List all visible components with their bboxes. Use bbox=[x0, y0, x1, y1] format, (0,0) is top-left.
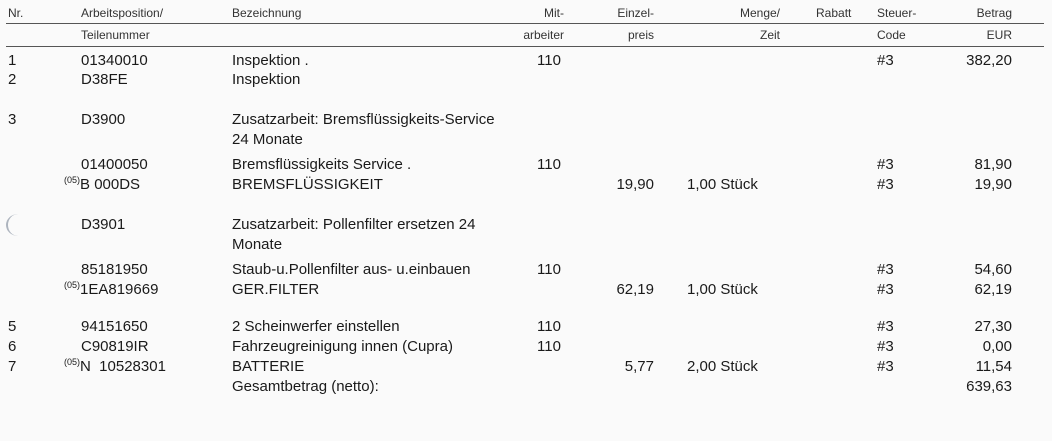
header-teilenummer: Teilenummer bbox=[81, 28, 150, 42]
table-row bbox=[0, 281, 1052, 299]
row-nr: 2 bbox=[8, 71, 17, 88]
row-bezeichnung: Staub-u.Pollenfilter aus- u.einbauen bbox=[232, 261, 471, 278]
row-bezeichnung: 2 Scheinwerfer einstellen bbox=[232, 318, 400, 335]
row-bezeichnung: 24 Monate bbox=[232, 131, 303, 148]
table-row bbox=[0, 156, 1052, 174]
row-mitarbeiter: 110 bbox=[537, 318, 561, 335]
row-bezeichnung: GER.FILTER bbox=[232, 281, 320, 298]
header-position: Arbeitsposition/ bbox=[81, 6, 164, 20]
header-mitarbeiter-2: arbeiter bbox=[523, 28, 564, 42]
row-menge: 2,00 Stück bbox=[687, 358, 758, 375]
row-bezeichnung: Bremsflüssigkeits Service . bbox=[232, 156, 412, 173]
row-position: 85181950 bbox=[81, 261, 148, 278]
row-mitarbeiter: 110 bbox=[537, 156, 561, 173]
total-row bbox=[0, 378, 1052, 396]
table-row bbox=[0, 261, 1052, 279]
row-steuercode: #3 bbox=[877, 358, 894, 375]
row-steuercode: #3 bbox=[877, 261, 894, 278]
row-bezeichnung: Inspektion . bbox=[232, 52, 309, 69]
row-position: 1EA819669 bbox=[80, 281, 159, 298]
row-betrag: 11,54 bbox=[975, 358, 1012, 375]
header-einzelpreis-2: preis bbox=[627, 28, 654, 42]
row-footnote-marker: (05) bbox=[64, 280, 81, 290]
row-bezeichnung: Monate bbox=[232, 236, 283, 253]
row-bezeichnung: Fahrzeugreinigung innen (Cupra) bbox=[232, 338, 453, 355]
header-einzelpreis: Einzel- bbox=[617, 6, 654, 20]
row-nr: 1 bbox=[8, 52, 17, 69]
row-betrag: 27,30 bbox=[974, 318, 1012, 335]
header-bezeichnung: Bezeichnung bbox=[232, 6, 302, 20]
row-position: 01400050 bbox=[81, 156, 148, 173]
header-betrag: Betrag bbox=[976, 6, 1012, 20]
header-nr: Nr. bbox=[8, 6, 24, 20]
row-position: D38FE bbox=[81, 71, 128, 88]
row-nr: 3 bbox=[8, 111, 17, 128]
row-bezeichnung: BREMSFLÜSSIGKEIT bbox=[232, 176, 383, 193]
row-menge: 1,00 Stück bbox=[687, 176, 758, 193]
row-position-wrap bbox=[64, 176, 140, 194]
row-betrag: 62,19 bbox=[974, 281, 1012, 298]
row-betrag: 0,00 bbox=[982, 338, 1012, 355]
row-position: D3900 bbox=[81, 111, 126, 128]
row-position-wrap bbox=[64, 358, 166, 376]
row-steuercode: #3 bbox=[877, 338, 894, 355]
scan-mark bbox=[6, 214, 30, 236]
row-bezeichnung: Inspektion bbox=[232, 71, 301, 88]
row-mitarbeiter: 110 bbox=[537, 52, 561, 69]
row-betrag: 81,90 bbox=[974, 156, 1012, 173]
row-einzelpreis: 5,77 bbox=[624, 358, 654, 375]
table-row bbox=[0, 71, 1052, 89]
table-row bbox=[0, 52, 1052, 70]
header-eur: EUR bbox=[986, 28, 1012, 42]
header-divider-bottom bbox=[6, 46, 1044, 47]
row-position-wrap bbox=[64, 281, 158, 299]
row-nr: 6 bbox=[8, 338, 17, 355]
header-zeit: Zeit bbox=[759, 28, 780, 42]
row-betrag: 54,60 bbox=[974, 261, 1012, 278]
table-row bbox=[0, 111, 1052, 129]
row-position: B 000DS bbox=[80, 176, 141, 193]
row-nr: 7 bbox=[8, 358, 17, 375]
row-betrag: 19,90 bbox=[974, 176, 1012, 193]
total-value: 639,63 bbox=[966, 378, 1012, 395]
row-footnote-marker: (05) bbox=[64, 175, 81, 185]
row-betrag: 382,20 bbox=[966, 52, 1012, 69]
row-position: 94151650 bbox=[81, 318, 148, 335]
row-einzelpreis: 19,90 bbox=[616, 176, 654, 193]
row-steuercode: #3 bbox=[877, 156, 894, 173]
table-row bbox=[0, 176, 1052, 194]
row-steuercode: #3 bbox=[877, 281, 894, 298]
header-menge: Menge/ bbox=[739, 6, 780, 20]
header-divider-top bbox=[6, 23, 1044, 24]
row-bezeichnung: Zusatzarbeit: Pollenfilter ersetzen 24 bbox=[232, 216, 476, 233]
header-steuer: Steuer- bbox=[877, 6, 917, 20]
header-code: Code bbox=[877, 28, 906, 42]
row-mitarbeiter: 110 bbox=[537, 338, 561, 355]
row-steuercode: #3 bbox=[877, 52, 894, 69]
row-position: 01340010 bbox=[81, 52, 148, 69]
table-row-continuation bbox=[0, 131, 1052, 149]
row-steuercode: #3 bbox=[877, 318, 894, 335]
row-position: C90819IR bbox=[81, 338, 149, 355]
row-bezeichnung: Zusatzarbeit: Bremsflüssigkeits-Service bbox=[232, 111, 495, 128]
table-row bbox=[0, 358, 1052, 376]
table-row bbox=[0, 318, 1052, 336]
header-mitarbeiter: Mit- bbox=[544, 6, 564, 20]
row-mitarbeiter: 110 bbox=[537, 261, 561, 278]
table-row bbox=[0, 216, 1052, 234]
header-rabatt: Rabatt bbox=[816, 6, 852, 20]
table-row-continuation bbox=[0, 236, 1052, 254]
row-einzelpreis: 62,19 bbox=[616, 281, 654, 298]
row-menge: 1,00 Stück bbox=[687, 281, 758, 298]
row-footnote-marker: (05) bbox=[64, 357, 81, 367]
row-bezeichnung: BATTERIE bbox=[232, 358, 305, 375]
row-position: N 10528301 bbox=[80, 358, 166, 375]
total-label: Gesamtbetrag (netto): bbox=[232, 378, 379, 395]
row-position: D3901 bbox=[81, 216, 126, 233]
table-row bbox=[0, 338, 1052, 356]
row-steuercode: #3 bbox=[877, 176, 894, 193]
row-nr: 5 bbox=[8, 318, 17, 335]
